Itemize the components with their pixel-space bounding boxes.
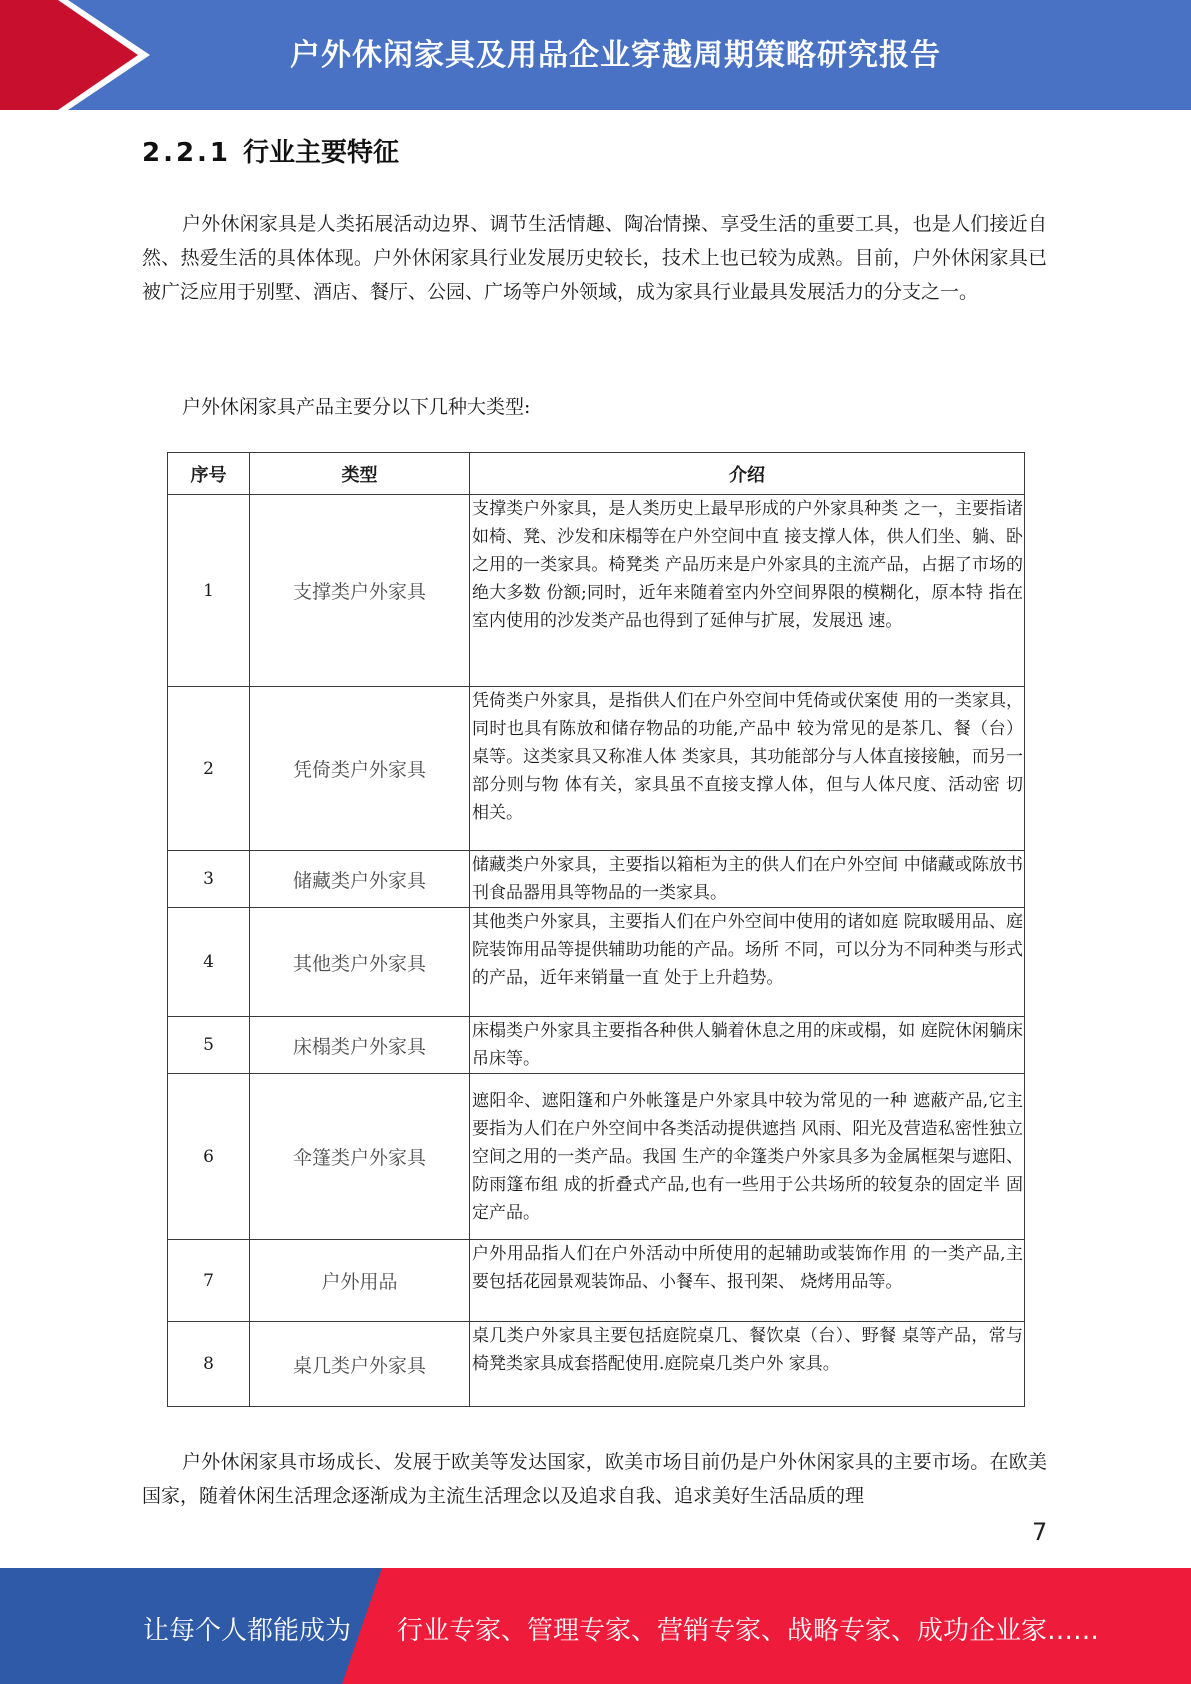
row-description: 桌几类户外家具主要包括庭院桌几、餐饮桌（台）、野餐 桌等产品，常与椅凳类家具成套搭配使用.庭院桌几类户外 家具。 (470, 1322, 1025, 1407)
row-description: 户外用品指人们在户外活动中所使用的起辅助或装饰作用 的一类产品,主要包括花园景观装饰品、小餐车、报刊架、 烧烤用品等。 (470, 1240, 1025, 1322)
header-cell-type: 类型 (250, 453, 470, 495)
section-number: 2.2.1 (142, 138, 232, 168)
row-number: 8 (168, 1322, 250, 1407)
row-number: 2 (168, 687, 250, 851)
row-description: 遮阳伞、遮阳篷和户外帐篷是户外家具中较为常见的一种 遮蔽产品,它主要指为人们在户外空间中各类活动提供遮挡 风雨、阳光及营造私密性独立空间之用的一类产品。我国 生产的伞篷类户外家具多为金属框架与遮阳、防雨篷布组 成的折叠式产品,也有一些用于公共场所的较复杂的固定半 固定产品。 (470, 1074, 1025, 1240)
row-type: 户外用品 (250, 1240, 470, 1322)
row-number: 4 (168, 908, 250, 1017)
intro-paragraph: 户外休闲家具是人类拓展活动边界、调节生活情趣、陶冶情操、享受生活的重要工具，也是人们接近自然、热爱生活的具体体现。户外休闲家具行业发展历史较长，技术上也已较为成熟。目前，户外休闲家具已被广泛应用于别墅、酒店、餐厅、公园、广场等户外领域，成为家具行业最具发展活力的分支之一。 (142, 213, 1047, 303)
row-number: 3 (168, 851, 250, 908)
furniture-types-table (167, 452, 1025, 1407)
table-header-row (168, 453, 1025, 495)
table-row (168, 908, 1025, 1017)
table-row (168, 687, 1025, 851)
chevron-arrow-icon (0, 0, 160, 110)
row-description: 床榻类户外家具主要指各种供人躺着休息之用的床或榻，如 庭院休闲躺床吊床等。 (470, 1017, 1025, 1074)
table-row (168, 851, 1025, 908)
section-title: 行业主要特征 (243, 138, 400, 168)
table-row (168, 1074, 1025, 1240)
table-row (168, 495, 1025, 687)
table-row (168, 1017, 1025, 1074)
row-type: 凭倚类户外家具 (250, 687, 470, 851)
row-type: 伞篷类户外家具 (250, 1074, 470, 1240)
footer-slogan-left: 让每个人都能成为 (143, 1616, 352, 1646)
row-number: 7 (168, 1240, 250, 1322)
table-row (168, 1322, 1025, 1407)
row-description: 储藏类户外家具，主要指以箱柜为主的供人们在户外空间 中储藏或陈放书刊食品器用具等物品的一类家具。 (470, 851, 1025, 908)
row-type: 床榻类户外家具 (250, 1017, 470, 1074)
row-number: 1 (168, 495, 250, 687)
header-cell-no: 序号 (168, 453, 250, 495)
row-number: 5 (168, 1017, 250, 1074)
header-banner (0, 0, 1191, 110)
header-cell-desc: 介绍 (470, 453, 1025, 495)
table-row (168, 1240, 1025, 1322)
row-type: 储藏类户外家具 (250, 851, 470, 908)
row-description: 其他类户外家具，主要指人们在户外空间中使用的诸如庭 院取暖用品、庭院装饰用品等提供辅助功能的产品。场所 不同，可以分为不同种类与形式的产品，近年来销量一直 处于上升趋势。 (470, 908, 1025, 1017)
types-lead-paragraph: 户外休闲家具产品主要分以下几种大类型: (182, 396, 531, 418)
market-paragraph: 户外休闲家具市场成长、发展于欧美等发达国家，欧美市场目前仍是户外休闲家具的主要市场。在欧美国家，随着休闲生活理念逐渐成为主流生活理念以及追求自我、追求美好生活品质的理 (142, 1451, 1047, 1507)
row-type: 支撑类户外家具 (250, 495, 470, 687)
report-title: 户外休闲家具及用品企业穿越周期策略研究报告 (290, 38, 941, 73)
row-type: 桌几类户外家具 (250, 1322, 470, 1407)
row-type: 其他类户外家具 (250, 908, 470, 1017)
footer-banner (0, 1568, 1191, 1684)
row-description: 凭倚类户外家具，是指供人们在户外空间中凭倚或伏案使 用的一类家具，同时也具有陈放和储存物品的功能,产品中 较为常见的是茶几、餐（台）桌等。这类家具又称准人体 类家具，其功能部分与人体直接接触，而另一部分则与物 体有关，家具虽不直接支撑人体，但与人体尺度、活动密 切相关。 (470, 687, 1025, 851)
row-number: 6 (168, 1074, 250, 1240)
footer-slogan-right: 行业专家、管理专家、营销专家、战略专家、成功企业家…… (397, 1616, 1100, 1646)
page-number: 7 (1032, 1518, 1048, 1546)
section-heading (142, 132, 399, 169)
row-description: 支撑类户外家具，是人类历史上最早形成的户外家具种类 之一，主要指诸如椅、凳、沙发和床榻等在户外空间中直 接支撑人体，供人们坐、躺、卧之用的一类家具。椅凳类 产品历来是户外家具的主流产品，占据了市场的绝大多数 份额;同时，近年来随着室内外空间界限的模糊化，原本特 指在室内使用的沙发类产品也得到了延伸与扩展，发展迅 速。 (470, 495, 1025, 687)
